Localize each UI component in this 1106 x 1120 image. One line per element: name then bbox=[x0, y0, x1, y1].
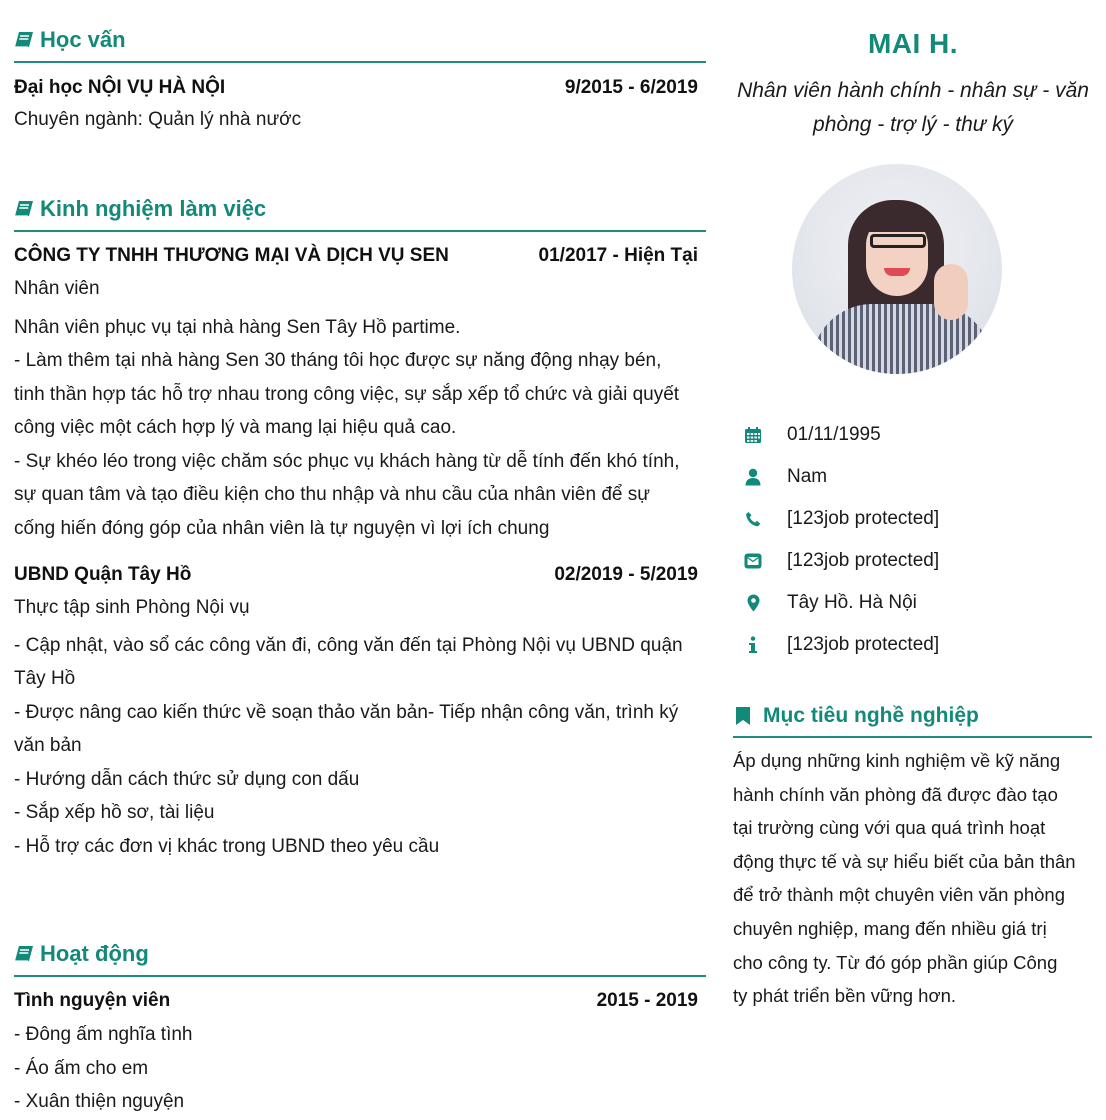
objective-line: tại trường cùng với qua quá trình hoạt bbox=[733, 817, 1046, 839]
objective-heading-text: Mục tiêu nghề nghiệp bbox=[763, 704, 979, 727]
avatar bbox=[792, 164, 1002, 374]
activities-heading bbox=[14, 941, 706, 977]
education-item bbox=[14, 77, 706, 137]
map-marker-icon bbox=[743, 594, 763, 612]
activities-section bbox=[14, 941, 706, 1119]
experience-item bbox=[14, 564, 706, 863]
company-name: UBND Quận Tây Hồ bbox=[14, 564, 192, 585]
objective-line: ty phát triển bền vững hơn. bbox=[733, 985, 957, 1007]
objective-line: Áp dụng những kinh nghiệm về kỹ năng bbox=[733, 750, 1061, 771]
education-major: Chuyên ngành: Quản lý nhà nước bbox=[14, 109, 302, 130]
activity-line: - Áo ấm cho em bbox=[14, 1057, 149, 1079]
experience-period: 02/2019 - 5/2019 bbox=[554, 564, 698, 585]
job-desc-line: - Hướng dẫn cách thức sử dụng con dấu bbox=[14, 768, 360, 790]
company-name: CÔNG TY TNHH THƯƠNG MẠI VÀ DỊCH VỤ SEN bbox=[14, 245, 449, 266]
education-period: 9/2015 - 6/2019 bbox=[564, 77, 698, 98]
info-icon bbox=[743, 636, 763, 654]
experience-item bbox=[14, 245, 706, 545]
contact-list bbox=[733, 414, 1093, 666]
job-desc-line: - Làm thêm tại nhà hàng Sen 30 tháng tôi học được sự năng động nhạy bén, bbox=[14, 350, 662, 371]
contact-value: Nam bbox=[787, 466, 828, 487]
objective-text bbox=[733, 744, 1092, 1013]
job-desc-line: - Cập nhật, vào sổ các công văn đi, công văn đến tại Phòng Nội vụ UBND quận bbox=[14, 634, 683, 656]
candidate-title: Nhân viên hành chính - nhân sự - văn phòng - trợ lý - thư ký bbox=[737, 79, 1089, 136]
job-desc-line: - Sự khéo léo trong việc chăm sóc phục vụ khách hàng từ dễ tính đến khó tính, bbox=[14, 450, 680, 472]
activities-heading-text: Hoạt động bbox=[40, 941, 149, 966]
job-title: Nhân viên bbox=[14, 278, 100, 299]
job-desc-line: tinh thần hợp tác hỗ trợ nhau trong công việc, sự sắp xếp tổ chức và giải quyết bbox=[14, 383, 680, 405]
job-title: Thực tập sinh Phòng Nội vụ bbox=[14, 597, 250, 618]
job-desc-line: văn bản bbox=[14, 735, 82, 756]
contact-value: [123job protected] bbox=[787, 634, 940, 655]
activity-item-header bbox=[14, 990, 706, 1012]
job-desc-line: - Hỗ trợ các đơn vị khác trong UBND theo yêu cầu bbox=[14, 835, 440, 857]
activity-line: - Xuân thiện nguyện bbox=[14, 1091, 185, 1112]
contact-email bbox=[733, 540, 1093, 582]
objective-line: động thực tế và sự hiểu biết của bản thân bbox=[733, 850, 1076, 872]
experience-item-header bbox=[14, 564, 706, 586]
contact-value: Tây Hồ. Hà Nội bbox=[787, 592, 917, 613]
experience-item-header bbox=[14, 245, 706, 267]
user-icon bbox=[743, 468, 763, 486]
phone-icon bbox=[743, 511, 763, 528]
objective-line: hành chính văn phòng đã được đào tạo bbox=[733, 783, 1058, 805]
experience-period: 01/2017 - Hiện Tại bbox=[538, 245, 698, 266]
candidate-name: MAI H. bbox=[867, 28, 959, 59]
calendar-icon bbox=[743, 426, 763, 444]
education-heading bbox=[14, 27, 706, 63]
contact-phone bbox=[733, 498, 1093, 540]
education-section bbox=[14, 27, 706, 137]
contact-info bbox=[733, 624, 1093, 666]
contact-value: [123job protected] bbox=[787, 550, 940, 571]
job-desc-line: công việc một cách hợp lý và mang lại hiệu quả cao. bbox=[14, 417, 457, 438]
contact-value: [123job protected] bbox=[787, 508, 940, 529]
objective-line: cho công ty. Từ đó góp phần giúp Công bbox=[733, 951, 1058, 973]
objective-heading bbox=[733, 704, 1092, 738]
job-desc-line: Tây Hồ bbox=[14, 668, 76, 689]
book-icon bbox=[14, 30, 34, 50]
objective-section bbox=[733, 704, 1092, 1013]
book-icon bbox=[14, 944, 34, 964]
objective-line: để trở thành một chuyên viên văn phòng bbox=[733, 884, 1065, 906]
job-desc-line: - Được nâng cao kiến thức về soạn thảo văn bản- Tiếp nhận công văn, trình ký bbox=[14, 701, 679, 723]
school-name: Đại học NỘI VỤ HÀ NỘI bbox=[14, 77, 226, 98]
experience-heading bbox=[14, 196, 706, 232]
book-icon bbox=[14, 199, 34, 219]
experience-heading-text: Kinh nghiệm làm việc bbox=[40, 196, 267, 221]
activity-period: 2015 - 2019 bbox=[596, 990, 698, 1011]
experience-section bbox=[14, 196, 706, 863]
activity-name: Tình nguyện viên bbox=[14, 990, 171, 1011]
job-desc-line: - Sắp xếp hồ sơ, tài liệu bbox=[14, 802, 215, 823]
contact-birthday bbox=[733, 414, 1093, 456]
right-column bbox=[733, 0, 1093, 1013]
envelope-icon bbox=[743, 553, 763, 569]
education-item-header bbox=[14, 77, 706, 99]
activity-item bbox=[14, 990, 706, 1119]
activity-line: - Đông ấm nghĩa tình bbox=[14, 1024, 193, 1045]
education-heading-text: Học vấn bbox=[40, 27, 126, 52]
contact-gender bbox=[733, 456, 1093, 498]
objective-line: chuyên nghiệp, mang đến nhiều giá trị bbox=[733, 917, 1047, 939]
contact-address bbox=[733, 582, 1093, 624]
job-desc-line: cống hiến đóng góp của nhân viên là tự nguyện vì lợi ích chung bbox=[14, 517, 550, 539]
contact-value: 01/11/1995 bbox=[787, 424, 881, 445]
job-desc-line: sự quan tâm và tạo điều kiện cho thu nhập và nhu cầu của nhân viên để sự bbox=[14, 484, 650, 505]
job-desc-line: Nhân viên phục vụ tại nhà hàng Sen Tây Hồ partime. bbox=[14, 316, 461, 338]
bookmark-icon bbox=[733, 706, 753, 726]
